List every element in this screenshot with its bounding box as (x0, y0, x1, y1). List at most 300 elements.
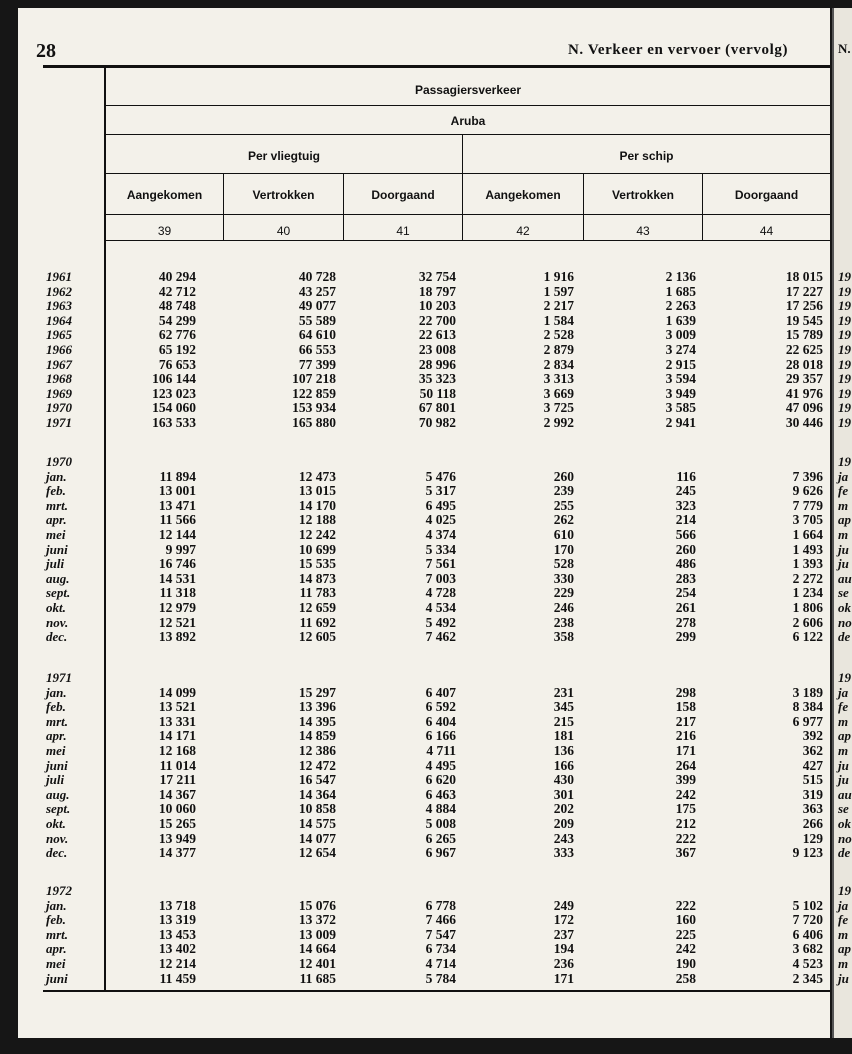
running-title: N. Verkeer en vervoer (vervolg) (568, 42, 789, 58)
row-label: mei (46, 527, 66, 542)
cell-col-39: 13 892 (158, 629, 196, 645)
cell-col-41: 7 466 (425, 912, 456, 928)
cell-col-40: 14 170 (298, 497, 336, 513)
cell-col-43: 190 (675, 956, 696, 971)
scanned-page (18, 8, 830, 1038)
cell-col-40: 11 692 (299, 614, 336, 630)
row-label: apr. (46, 512, 67, 528)
cell-col-42: 333 (553, 845, 574, 861)
cell-col-40: 77 399 (298, 356, 336, 372)
cell-col-40: 107 218 (292, 371, 336, 387)
cell-col-41: 4 025 (425, 512, 456, 528)
cell-col-43: 323 (675, 497, 696, 513)
row-label: 1971 (46, 415, 72, 430)
cell-col-41: 67 801 (418, 400, 456, 416)
cell-col-39: 15 265 (158, 816, 196, 831)
edge-fragment: no (838, 830, 852, 846)
edge-fragment: 19 (838, 883, 851, 898)
cell-col-39: 76 653 (158, 356, 196, 372)
cell-col-39: 11 014 (159, 757, 196, 773)
cell-col-40: 13 396 (298, 699, 336, 715)
cell-col-42: 181 (553, 728, 574, 744)
cell-col-44: 129 (802, 830, 823, 846)
cell-col-43: 3 594 (665, 371, 696, 387)
cell-col-44: 17 256 (785, 298, 823, 314)
col-label-39: Aangekomen (126, 188, 203, 202)
rule-title (105, 105, 830, 106)
cell-col-43: 299 (675, 629, 696, 645)
cell-col-40: 14 395 (298, 713, 336, 729)
cell-col-41: 4 495 (425, 757, 456, 773)
cell-col-43: 2 915 (665, 356, 696, 372)
cell-col-42: 255 (553, 497, 574, 513)
cell-col-41: 4 534 (425, 600, 456, 615)
edge-fragment: ap (838, 728, 851, 744)
cell-col-43: 2 263 (665, 298, 696, 314)
cell-col-44: 3 189 (792, 684, 823, 700)
edge-fragment: ju (838, 757, 849, 773)
cell-col-40: 153 934 (292, 400, 336, 416)
col-label-41: Doorgaand (371, 188, 435, 202)
edge-fragment: m (838, 926, 849, 942)
cell-col-44: 1 806 (792, 600, 823, 615)
cell-col-42: 172 (553, 912, 574, 928)
cell-col-44: 8 384 (792, 699, 823, 715)
edge-fragment: ap (838, 512, 851, 528)
cell-col-40: 15 297 (298, 684, 336, 700)
cell-col-39: 13 718 (158, 897, 196, 913)
cell-col-43: 278 (675, 614, 696, 630)
cell-col-42: 1 916 (543, 269, 574, 284)
cell-col-41: 22 613 (418, 327, 456, 343)
edge-fragment: 19 (838, 312, 851, 328)
col-number-39: 39 (157, 224, 172, 238)
cell-col-43: 212 (675, 816, 696, 831)
col-label-43: Vertrokken (611, 188, 675, 202)
edge-fragment: 19 (838, 298, 851, 314)
cell-col-40: 16 547 (298, 772, 336, 788)
cell-col-40: 15 076 (298, 897, 336, 913)
cell-col-41: 4 374 (425, 527, 456, 542)
row-label: 1962 (46, 283, 72, 299)
cell-col-40: 64 610 (298, 327, 336, 343)
rule-labels (105, 214, 830, 215)
edge-fragment: ok (838, 816, 851, 831)
edge-fragment: fe (838, 483, 849, 499)
cell-col-44: 47 096 (785, 400, 823, 416)
top-rule (43, 65, 830, 68)
row-label: aug. (46, 570, 70, 586)
cell-col-39: 12 521 (158, 614, 196, 630)
edge-fragment: 19 (838, 327, 851, 343)
cell-col-43: 367 (675, 845, 696, 861)
cell-col-39: 42 712 (158, 283, 196, 299)
cell-col-42: 2 992 (543, 415, 574, 430)
cell-col-43: 283 (675, 570, 696, 586)
cell-col-40: 13 372 (298, 912, 336, 928)
cell-col-41: 7 462 (425, 629, 456, 645)
cell-col-42: 2 528 (543, 327, 574, 343)
rule-area (105, 134, 830, 135)
cell-col-44: 6 977 (792, 713, 823, 729)
edge-fragment: no (838, 614, 852, 630)
cell-col-42: 3 313 (543, 371, 574, 387)
edge-fragment: ju (838, 970, 849, 986)
cell-col-41: 35 323 (418, 371, 456, 387)
cell-col-41: 6 778 (425, 897, 456, 913)
row-label: jan. (46, 684, 67, 700)
row-label: mrt. (46, 926, 69, 942)
edge-fragment: fe (838, 912, 849, 928)
cell-col-40: 14 364 (298, 786, 336, 802)
cell-col-44: 392 (802, 728, 823, 744)
cell-col-39: 12 144 (158, 527, 196, 542)
cell-col-39: 13 949 (158, 830, 196, 846)
rule-numbers (105, 240, 830, 241)
cell-col-43: 3 274 (665, 342, 696, 357)
cell-col-44: 515 (802, 772, 823, 788)
cell-col-40: 12 659 (298, 600, 336, 615)
cell-col-41: 5 008 (425, 816, 456, 831)
cell-col-43: 216 (675, 728, 696, 744)
cell-col-42: 262 (553, 512, 574, 528)
edge-fragment: ja (838, 897, 849, 913)
cell-col-40: 12 386 (298, 743, 336, 758)
cell-col-39: 14 367 (158, 786, 196, 802)
cell-col-41: 4 711 (426, 743, 456, 758)
cell-col-40: 122 859 (292, 385, 336, 401)
cell-col-43: 260 (675, 541, 696, 557)
cell-col-40: 55 589 (298, 312, 336, 328)
row-label: 1970 (46, 400, 72, 416)
edge-fragment: de (838, 629, 851, 645)
cell-col-44: 2 606 (792, 614, 823, 630)
cell-col-43: 225 (675, 926, 696, 942)
cell-col-43: 2 136 (665, 269, 696, 284)
cell-col-39: 14 171 (158, 728, 196, 744)
edge-fragment: 19 (838, 269, 851, 284)
cell-col-43: 214 (675, 512, 696, 528)
cell-col-44: 2 345 (792, 970, 823, 986)
edge-fragment: m (838, 743, 849, 758)
cell-col-39: 11 459 (159, 970, 196, 986)
cell-col-42: 249 (553, 897, 574, 913)
cell-col-40: 12 472 (298, 757, 336, 773)
cell-col-41: 10 203 (418, 298, 456, 314)
col-number-44: 44 (759, 224, 774, 238)
cell-col-42: 246 (553, 600, 574, 615)
cell-col-39: 13 471 (158, 497, 196, 513)
row-label: apr. (46, 728, 67, 744)
cell-col-40: 66 553 (298, 342, 336, 357)
row-label: nov. (46, 614, 69, 630)
edge-fragment: 19 (838, 371, 851, 387)
row-label: juni (46, 970, 68, 986)
cell-col-42: 209 (553, 816, 574, 831)
edge-fragment: 19 (838, 400, 851, 416)
cell-col-39: 13 453 (158, 926, 196, 942)
cell-col-39: 17 211 (159, 772, 196, 788)
cell-col-43: 2 941 (665, 415, 696, 430)
cell-col-42: 330 (553, 570, 574, 586)
row-label: nov. (46, 830, 69, 846)
cell-col-42: 194 (553, 941, 574, 957)
cell-col-40: 15 535 (298, 556, 336, 572)
cell-col-42: 237 (553, 926, 574, 942)
cell-col-39: 13 402 (158, 941, 196, 957)
cell-col-39: 13 331 (158, 713, 196, 729)
edge-fragment: m (838, 713, 849, 729)
cell-col-44: 18 015 (785, 269, 823, 284)
cell-col-42: 358 (553, 629, 574, 645)
row-label: 1967 (46, 356, 72, 372)
row-label: mrt. (46, 713, 69, 729)
cell-col-40: 165 880 (292, 415, 336, 430)
cell-col-39: 14 099 (158, 684, 196, 700)
row-label: feb. (46, 483, 66, 499)
cell-col-42: 215 (553, 713, 574, 729)
cell-col-43: 3 009 (665, 327, 696, 343)
row-label: feb. (46, 699, 66, 715)
cell-col-42: 3 725 (543, 400, 574, 416)
cell-col-39: 40 294 (158, 269, 196, 284)
table-area: Aruba (450, 114, 486, 128)
cell-col-41: 5 492 (425, 614, 456, 630)
cell-col-41: 6 463 (425, 786, 456, 802)
cell-col-40: 12 473 (298, 468, 336, 484)
row-label: 1966 (46, 342, 72, 357)
cell-col-42: 236 (553, 956, 574, 971)
cell-col-43: 116 (676, 468, 696, 484)
col-label-40: Vertrokken (252, 188, 315, 202)
edge-fragment: N. (838, 41, 851, 56)
cell-col-44: 15 789 (785, 327, 823, 343)
col-number-40: 40 (276, 224, 291, 238)
cell-col-41: 23 008 (418, 342, 456, 357)
bottom-rule (43, 990, 830, 992)
cell-col-42: 2 879 (543, 342, 574, 357)
cell-col-40: 12 401 (298, 956, 336, 971)
cell-col-40: 12 605 (298, 629, 336, 645)
cell-col-41: 4 884 (425, 801, 456, 817)
table-title: Passagiersverkeer (414, 83, 522, 97)
cell-col-41: 7 003 (425, 570, 456, 586)
cell-col-40: 49 077 (298, 298, 336, 314)
cell-col-42: 430 (553, 772, 574, 788)
cell-col-39: 14 531 (158, 570, 196, 586)
edge-fragment: 19 (838, 356, 851, 372)
col-number-43: 43 (636, 224, 650, 238)
cell-col-43: 3 949 (665, 385, 696, 401)
cell-col-41: 70 982 (418, 415, 456, 430)
group-ship: Per schip (619, 149, 674, 163)
cell-col-43: 261 (675, 600, 696, 615)
cell-col-42: 202 (553, 801, 574, 817)
row-label: dec. (46, 845, 68, 861)
cell-col-43: 1 685 (665, 283, 696, 299)
row-label: juni (46, 541, 68, 557)
cell-col-44: 319 (802, 786, 823, 802)
edge-fragment: 19 (838, 283, 851, 299)
edge-fragment: 19 (838, 385, 851, 401)
cell-col-43: 242 (675, 786, 696, 802)
cell-col-44: 4 523 (792, 956, 823, 971)
cell-col-44: 7 779 (792, 497, 823, 513)
row-label: sept. (46, 585, 71, 601)
section-heading: 1970 (46, 454, 72, 469)
cell-col-39: 123 023 (152, 385, 196, 401)
cell-col-42: 231 (553, 684, 574, 700)
cell-col-43: 175 (675, 801, 696, 817)
cell-col-44: 7 396 (792, 468, 823, 484)
cell-col-42: 171 (553, 970, 574, 986)
cell-col-39: 11 894 (159, 468, 196, 484)
next-page-edge (832, 8, 852, 1038)
cell-col-39: 163 533 (152, 415, 196, 430)
cell-col-44: 30 446 (785, 415, 823, 430)
col-label-42: Aangekomen (485, 188, 561, 202)
cell-col-40: 14 859 (298, 728, 336, 744)
cell-col-43: 258 (675, 970, 696, 986)
cell-col-39: 13 001 (158, 483, 196, 499)
rule-groups (105, 173, 830, 174)
cell-col-44: 7 720 (792, 912, 823, 928)
cell-col-42: 260 (553, 468, 574, 484)
cell-col-41: 4 728 (425, 585, 456, 601)
row-label: apr. (46, 941, 67, 957)
cell-col-42: 2 834 (543, 356, 574, 372)
col-number-41: 41 (396, 224, 410, 238)
cell-col-41: 22 700 (418, 312, 456, 328)
cell-col-44: 41 976 (785, 385, 823, 401)
cell-col-43: 217 (675, 713, 696, 729)
row-label: 1969 (46, 385, 72, 401)
row-label: sept. (46, 801, 71, 817)
cell-col-43: 1 639 (665, 312, 696, 328)
edge-fragment: ju (838, 541, 849, 557)
row-label: okt. (46, 600, 66, 615)
cell-col-43: 254 (675, 585, 696, 601)
cell-col-41: 5 334 (425, 541, 456, 557)
cell-col-44: 29 357 (785, 371, 823, 387)
cell-col-43: 399 (675, 772, 696, 788)
edge-fragment: m (838, 497, 849, 513)
cell-col-41: 6 407 (425, 684, 456, 700)
cell-col-39: 12 979 (158, 600, 196, 615)
cell-col-44: 28 018 (785, 356, 823, 372)
edge-fragment: ap (838, 941, 851, 957)
cell-col-41: 6 404 (425, 713, 456, 729)
cell-col-41: 5 784 (425, 970, 456, 986)
cell-col-44: 9 123 (792, 845, 823, 861)
row-label: 1963 (46, 298, 72, 314)
cell-col-42: 528 (553, 556, 574, 572)
cell-col-40: 11 783 (299, 585, 336, 601)
cell-col-40: 11 685 (299, 970, 336, 986)
edge-fragment: ok (838, 600, 851, 615)
cell-col-43: 222 (675, 897, 696, 913)
cell-col-42: 238 (553, 614, 574, 630)
cell-col-44: 363 (802, 801, 823, 817)
cell-col-40: 13 015 (298, 483, 336, 499)
edge-fragment: ju (838, 556, 849, 572)
cell-col-44: 3 705 (792, 512, 823, 528)
row-label: mei (46, 743, 66, 758)
cell-col-42: 243 (553, 830, 574, 846)
cell-col-39: 13 521 (158, 699, 196, 715)
cell-col-44: 19 545 (785, 312, 823, 328)
row-label: feb. (46, 912, 66, 928)
cell-col-42: 3 669 (543, 385, 574, 401)
cell-col-43: 222 (675, 830, 696, 846)
cell-col-44: 427 (802, 757, 823, 773)
cell-col-44: 9 626 (792, 483, 823, 499)
cell-col-42: 229 (553, 585, 574, 601)
cell-col-41: 6 620 (425, 772, 456, 788)
cell-col-40: 14 077 (298, 830, 336, 846)
edge-fragment: au (838, 570, 852, 586)
cell-col-39: 14 377 (158, 845, 196, 861)
col-number-42: 42 (516, 224, 530, 238)
cell-col-44: 5 102 (792, 897, 823, 913)
edge-fragment: de (838, 845, 851, 861)
cell-col-44: 266 (802, 816, 823, 831)
cell-col-43: 245 (675, 483, 696, 499)
edge-fragment: 19 (838, 454, 851, 469)
row-label: aug. (46, 786, 70, 802)
cell-col-42: 239 (553, 483, 574, 499)
cell-col-41: 5 476 (425, 468, 456, 484)
cell-col-39: 11 566 (159, 512, 196, 528)
cell-col-41: 32 754 (418, 269, 456, 284)
edge-fragment: m (838, 527, 849, 542)
cell-col-41: 50 118 (419, 385, 456, 401)
cell-col-41: 6 734 (425, 941, 456, 957)
cell-col-42: 166 (553, 757, 574, 773)
row-label: 1964 (46, 312, 72, 328)
cell-col-43: 298 (675, 684, 696, 700)
cell-col-42: 301 (553, 786, 574, 802)
cell-col-39: 154 060 (152, 400, 196, 416)
cell-col-40: 12 242 (298, 527, 336, 542)
cell-col-41: 6 166 (425, 728, 456, 744)
cell-col-40: 40 728 (298, 269, 336, 284)
edge-fragment: se (838, 801, 849, 817)
edge-fragment: 19 (838, 415, 851, 430)
cell-col-44: 22 625 (785, 342, 823, 357)
cell-col-44: 6 406 (792, 926, 823, 942)
cell-col-41: 6 592 (425, 699, 456, 715)
cell-col-40: 14 873 (298, 570, 336, 586)
cell-col-43: 264 (675, 757, 696, 773)
cell-col-40: 43 257 (298, 283, 336, 299)
row-label: juli (46, 772, 65, 788)
cell-col-43: 160 (675, 912, 696, 928)
row-label: 1961 (46, 269, 72, 284)
cell-col-40: 14 575 (298, 816, 336, 831)
row-label: juli (46, 556, 65, 572)
cell-col-39: 106 144 (152, 371, 196, 387)
cell-col-44: 1 393 (792, 556, 823, 572)
edge-fragment: 19 (838, 670, 851, 685)
cell-col-39: 62 776 (158, 327, 196, 343)
cell-col-41: 7 547 (425, 926, 456, 942)
row-label: jan. (46, 897, 67, 913)
row-label: juni (46, 757, 68, 773)
cell-col-43: 566 (675, 527, 696, 542)
cell-col-44: 1 493 (792, 541, 823, 557)
cell-col-41: 18 797 (418, 283, 456, 299)
